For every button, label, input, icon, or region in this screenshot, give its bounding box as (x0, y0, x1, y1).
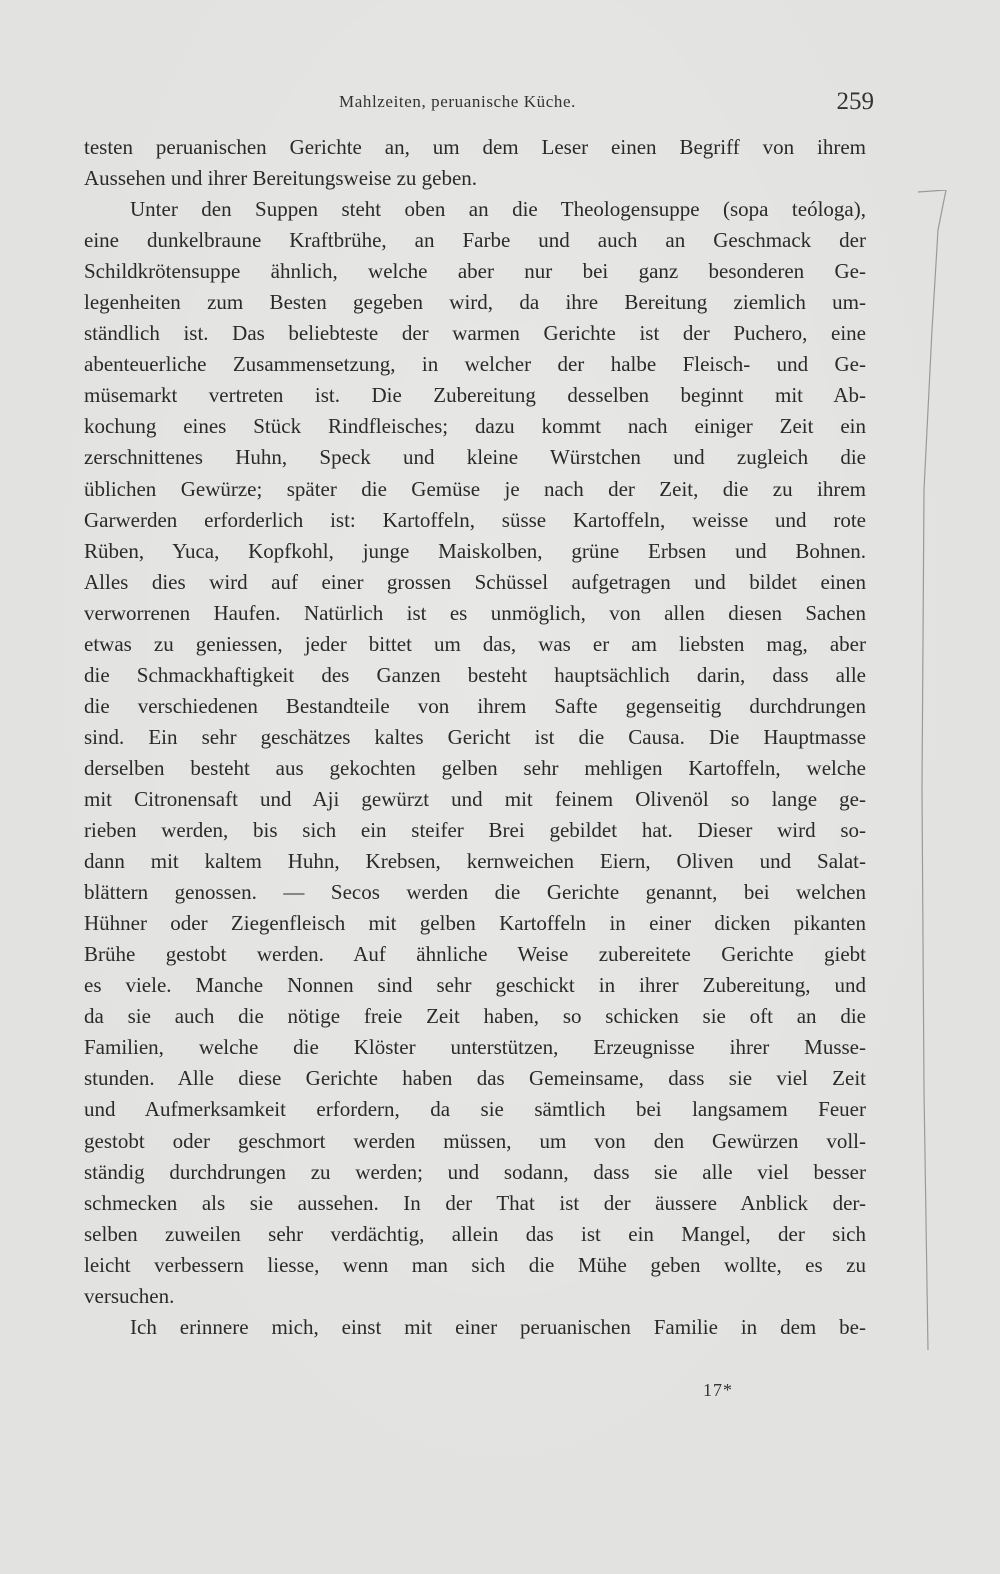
text-line: ständig durchdrungen zu werden; und sodann, dass sie alle viel besser (84, 1159, 866, 1184)
text-line: abenteuerliche Zusammensetzung, in welcher der halbe Fleisch- und Ge- (84, 352, 866, 377)
text-line: Familien, welche die Klöster unterstützen, Erzeugnisse ihrer Musse- (84, 1035, 866, 1060)
text-line: Schildkrötensuppe ähnlich, welche aber nur bei ganz besonderen Ge- (84, 259, 866, 284)
running-title: Mahlzeiten, peruanische Küche. (339, 92, 577, 111)
text-line: üblichen Gewürze; später die Gemüse je nach der Zeit, die zu ihrem (84, 476, 866, 501)
text-line: blättern genossen. — Secos werden die Gerichte genannt, bei welchen (84, 880, 866, 905)
text-line: kochung eines Stück Rindfleisches; dazu kommt nach einiger Zeit ein (84, 414, 866, 439)
text-line: die Schmackhaftigkeit des Ganzen besteht hauptsächlich darin, dass alle (84, 662, 866, 687)
text-line: etwas zu geniessen, jeder bittet um das, was er am liebsten mag, aber (84, 631, 866, 656)
text-line: testen peruanischen Gerichte an, um dem Leser einen Begriff von ihrem (84, 135, 866, 159)
text-line: Hühner oder Ziegenfleisch mit gelben Kartoffeln in einer dicken pikanten (84, 911, 866, 936)
text-line: derselben besteht aus gekochten gelben sehr mehligen Kartoffeln, welche (84, 755, 866, 780)
text-line: Garwerden erforderlich ist: Kartoffeln, süsse Kartoffeln, weisse und rote (84, 507, 866, 532)
text-line: da sie auch die nötige freie Zeit haben, so schicken sie oft an die (84, 1004, 866, 1029)
text-line: Ich erinnere mich, einst mit einer peruanischen Familie in dem be- (130, 1314, 866, 1339)
text-line: legenheiten zum Besten gegeben wird, da ihre Bereitung ziemlich um- (84, 290, 866, 315)
text-line: und Aufmerksamkeit erfordern, da sie sämtlich bei langsamem Feuer (84, 1097, 866, 1122)
text-line: Unter den Suppen steht oben an die Theologensuppe (sopa teóloga), (130, 197, 866, 222)
text-line: schmecken als sie aussehen. In der That ist der äussere Anblick der- (84, 1190, 866, 1215)
text-line: leicht verbessern liesse, wenn man sich die Mühe geben wollte, es zu (84, 1252, 866, 1277)
margin-edge-line (918, 190, 954, 1350)
text-line: verworrenen Haufen. Natürlich ist es unmöglich, von allen diesen Sachen (84, 600, 866, 625)
page-number: 259 (836, 88, 874, 115)
text-line: sind. Ein sehr geschätzes kaltes Gericht ist die Causa. Die Hauptmasse (84, 724, 866, 749)
text-line: mit Citronensaft und Aji gewürzt und mit feinem Olivenöl so lange ge- (84, 786, 866, 811)
text-line: müsemarkt vertreten ist. Die Zubereitung desselben beginnt mit Ab- (84, 383, 866, 408)
running-head (84, 88, 874, 118)
text-line: eine dunkelbraune Kraftbrühe, an Farbe und auch an Geschmack der (84, 228, 866, 253)
text-line: Rüben, Yuca, Kopfkohl, junge Maiskolben, grüne Erbsen und Bohnen. (84, 538, 866, 563)
signature-mark: 17* (703, 1380, 733, 1400)
body-text (84, 132, 866, 1343)
text-line: Alles dies wird auf einer grossen Schüssel aufgetragen und bildet einen (84, 569, 866, 594)
text-line: es viele. Manche Nonnen sind sehr geschickt in ihrer Zubereitung, und (84, 973, 866, 998)
text-line: zerschnittenes Huhn, Speck und kleine Würstchen und zugleich die (84, 445, 866, 470)
text-line: dann mit kaltem Huhn, Krebsen, kernweichen Eiern, Oliven und Salat- (84, 849, 866, 874)
text-line: gestobt oder geschmort werden müssen, um von den Gewürzen voll- (84, 1128, 866, 1153)
text-line: versuchen. (84, 1283, 175, 1308)
text-line: ständlich ist. Das beliebteste der warmen Gerichte ist der Puchero, eine (84, 321, 866, 346)
text-line: stunden. Alle diese Gerichte haben das Gemeinsame, dass sie viel Zeit (84, 1066, 866, 1091)
text-line: rieben werden, bis sich ein steifer Brei gebildet hat. Dieser wird so- (84, 818, 866, 843)
text-line: selben zuweilen sehr verdächtig, allein das ist ein Mangel, der sich (84, 1221, 866, 1246)
text-line: Brühe gestobt werden. Auf ähnliche Weise zubereitete Gerichte giebt (84, 942, 866, 967)
text-line: die verschiedenen Bestandteile von ihrem Safte gegenseitig durchdrungen (84, 693, 866, 718)
text-line: Aussehen und ihrer Bereitungsweise zu geben. (84, 166, 478, 191)
